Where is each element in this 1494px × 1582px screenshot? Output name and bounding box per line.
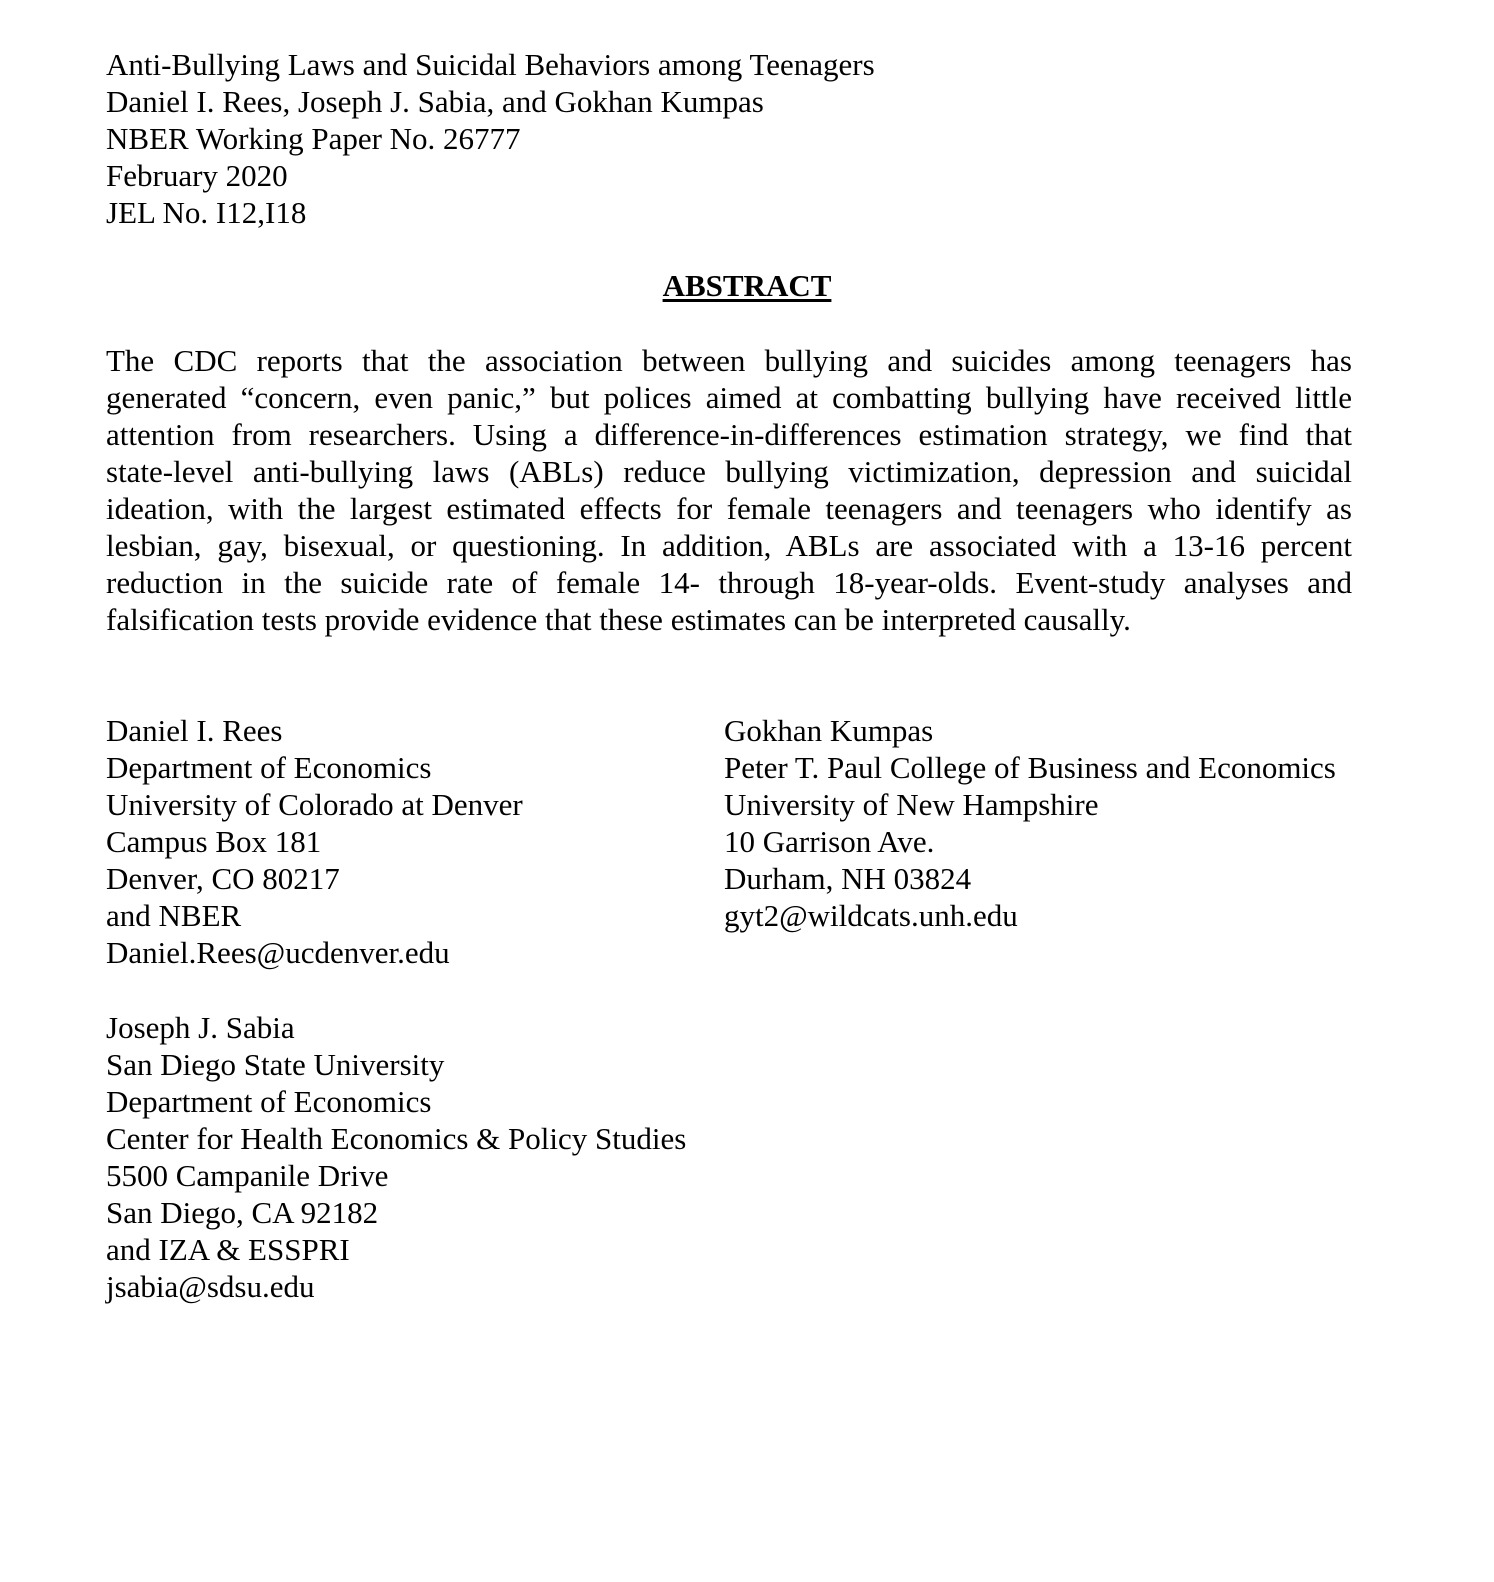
address-line: University of Colorado at Denver <box>106 787 523 822</box>
address-line: 10 Garrison Ave. <box>724 824 935 859</box>
paper-header <box>106 46 875 231</box>
abstract-line: attention from researchers. Using a difference-in-differences estimation strategy, we find that <box>106 417 1352 452</box>
address-line: and NBER <box>106 898 242 933</box>
author-email: Daniel.Rees@ucdenver.edu <box>106 935 450 970</box>
author-address-kumpas <box>724 712 1336 934</box>
address-line: San Diego State University <box>106 1047 445 1082</box>
address-line: Denver, CO 80217 <box>106 861 340 896</box>
address-line: and IZA & ESSPRI <box>106 1232 350 1267</box>
author-email: gyt2@wildcats.unh.edu <box>724 898 1018 933</box>
abstract-line: state-level anti-bullying laws (ABLs) reduce bullying victimization, depression and suicidal <box>106 454 1352 489</box>
working-paper-number: NBER Working Paper No. 26777 <box>106 121 521 156</box>
address-line: Department of Economics <box>106 1084 432 1119</box>
author-address-rees <box>106 712 523 971</box>
paper-title: Anti-Bullying Laws and Suicidal Behaviors among Teenagers <box>106 47 875 82</box>
author-email: jsabia@sdsu.edu <box>106 1269 315 1304</box>
abstract-body <box>106 342 1352 638</box>
abstract-line: ideation, with the largest estimated effects for female teenagers and teenagers who identify as <box>106 491 1352 526</box>
author-address-sabia <box>106 1009 686 1305</box>
jel-codes: JEL No. I12,I18 <box>106 195 307 230</box>
abstract-line: lesbian, gay, bisexual, or questioning. In addition, ABLs are associated with a 13-16 percent <box>106 528 1352 563</box>
abstract-line: generated “concern, even panic,” but polices aimed at combatting bullying have received little <box>106 380 1352 415</box>
address-line: Campus Box 181 <box>106 824 322 859</box>
address-line: Department of Economics <box>106 750 432 785</box>
abstract-heading <box>0 267 1494 304</box>
abstract-line: falsification tests provide evidence that these estimates can be interpreted causally. <box>106 602 1131 637</box>
publication-date: February 2020 <box>106 158 288 193</box>
abstract-heading-text: ABSTRACT <box>662 268 832 303</box>
address-line: 5500 Campanile Drive <box>106 1158 389 1193</box>
author-name: Daniel I. Rees <box>106 713 283 748</box>
address-line: San Diego, CA 92182 <box>106 1195 379 1230</box>
address-line: Peter T. Paul College of Business and Economics <box>724 750 1336 785</box>
abstract-line: The CDC reports that the association between bullying and suicides among teenagers has <box>106 343 1352 378</box>
author-name: Joseph J. Sabia <box>106 1010 295 1045</box>
address-line: University of New Hampshire <box>724 787 1099 822</box>
author-list: Daniel I. Rees, Joseph J. Sabia, and Gokhan Kumpas <box>106 84 764 119</box>
author-name: Gokhan Kumpas <box>724 713 934 748</box>
address-line: Center for Health Economics & Policy Studies <box>106 1121 687 1156</box>
address-line: Durham, NH 03824 <box>724 861 972 896</box>
abstract-line: reduction in the suicide rate of female 14- through 18-year-olds. Event-study analyses and <box>106 565 1352 600</box>
